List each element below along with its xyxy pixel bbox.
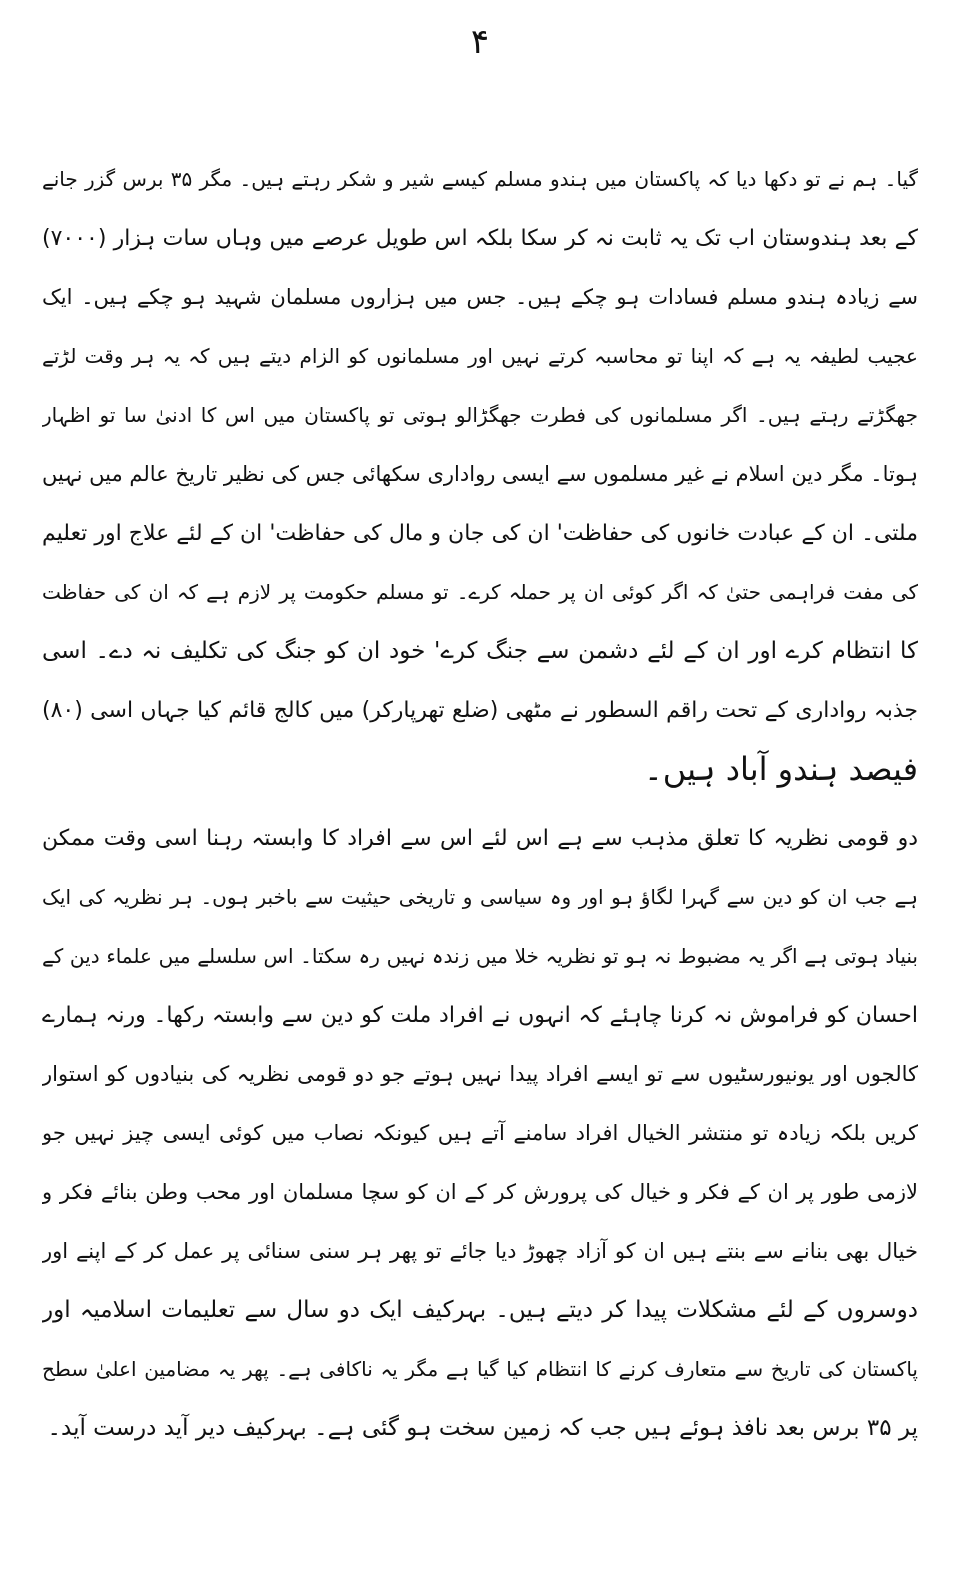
text-line: ہوتا۔ مگر دین اسلام نے غیر مسلموں سے ایسی رواداری سکھائی جس کی نظیر تاریخ عالم میں نہیں xyxy=(42,462,918,486)
text-line: کا انتظام کرے اور ان کے لئے دشمن سے جنگ کرے' خود ان کو جنگ کی تکلیف نہ دے۔ اسی xyxy=(42,638,918,664)
text-line: ہے جب ان کو دین سے گہرا لگاؤ ہو اور وہ سیاسی و تاریخی حیثیت سے باخبر ہوں۔ ہر نظریہ کی ایک xyxy=(42,885,918,909)
text-line: عجیب لطیفہ یہ ہے کہ اپنا تو محاسبہ کرتے نہیں اور مسلمانوں کو الزام دیتے ہیں کہ یہ ہر وقت لڑتے xyxy=(42,344,918,368)
text-line: سے زیادہ ہندو مسلم فسادات ہو چکے ہیں۔ جس میں ہزاروں مسلمان شہید ہو چکے ہیں۔ ایک xyxy=(42,285,918,309)
text-line: گیا۔ ہم نے تو دکھا دیا کہ پاکستان میں ہندو مسلم کیسے شیر و شکر رہتے ہیں۔ مگر ۳۵ برس گزر جانے xyxy=(42,167,918,191)
text-line: لازمی طور پر ان کے فکر و خیال کی پرورش کر کے ان کو سچا مسلمان اور محب وطن بنائے فکر و xyxy=(42,1180,918,1204)
page-number: ۴ xyxy=(470,22,490,62)
text-line: بنیاد ہوتی ہے اگر یہ مضبوط نہ ہو تو نظریہ خلا میں زندہ نہیں رہ سکتا۔ اس سلسلے میں علماء دین کے xyxy=(42,944,918,968)
text-line: کے بعد ہندوستان اب تک یہ ثابت نہ کر سکا بلکہ اس طویل عرصے میں وہاں سات ہزار (۷۰۰۰) xyxy=(42,226,918,251)
text-line: کالجوں اور یونیورسٹیوں سے تو ایسے افراد پیدا نہیں ہوتے جو دو قومی نظریہ کی بنیادوں کو استوار xyxy=(42,1062,918,1086)
paragraph-1 xyxy=(42,150,918,799)
text-line: ملتی۔ ان کے عبادت خانوں کی حفاظت' ان کی جان و مال کی حفاظت' ان کے لئے علاج اور تعلیم xyxy=(42,521,918,546)
text-line: احسان کو فراموش نہ کرنا چاہئے کہ انہوں نے افراد ملت کو دین سے وابستہ رکھا۔ ورنہ ہمارے xyxy=(42,1003,918,1028)
text-line: دوسروں کے لئے مشکلات پیدا کر دیتے ہیں۔ بہرکیف ایک دو سال سے تعلیمات اسلامیہ اور xyxy=(42,1297,918,1323)
text-line: خیال بھی بنانے سے بنتے ہیں ان کو آزاد چھوڑ دیا جائے تو پھر ہر سنی سنائی پر عمل کر کے اپنے اور xyxy=(42,1239,918,1263)
paragraph-gap xyxy=(42,799,918,809)
text-line: دو قومی نظریہ کا تعلق مذہب سے ہے اس لئے اس سے افراد کا وابستہ رہنا اسی وقت ممکن xyxy=(42,826,918,851)
text-line: کریں بلکہ زیادہ تو منتشر الخیال افراد سامنے آتے ہیں کیونکہ نصاب میں کوئی ایسی چیز نہیں جو xyxy=(42,1121,918,1145)
paragraph-2 xyxy=(42,809,918,1458)
text-body xyxy=(42,150,918,1458)
text-line: جھگڑتے رہتے ہیں۔ اگر مسلمانوں کی فطرت جھگڑالو ہوتی تو پاکستان میں اس کا ادنیٰ سا تو اظہار xyxy=(42,403,918,427)
text-line: پر ۳۵ برس بعد نافذ ہوئے ہیں جب کہ زمین سخت ہو گئی ہے۔ بہرکیف دیر آید درست آید۔ xyxy=(47,1415,918,1441)
text-line: جذبہ رواداری کے تحت راقم السطور نے مٹھی (ضلع تھرپارکر) میں کالج قائم کیا جہاں اسی (۸۰) xyxy=(42,698,918,723)
text-line: کی مفت فراہمی حتیٰ کہ اگر کوئی ان پر حملہ کرے۔ تو مسلم حکومت پر لازم ہے کہ ان کی حفاظت xyxy=(42,580,918,604)
text-line: پاکستان کی تاریخ سے متعارف کرنے کا انتظام کیا گیا ہے مگر یہ ناکافی ہے۔ پھر یہ مضامین اعلیٰ سطح xyxy=(42,1357,918,1381)
text-line: فیصد ہندو آباد ہیں۔ xyxy=(644,750,918,788)
